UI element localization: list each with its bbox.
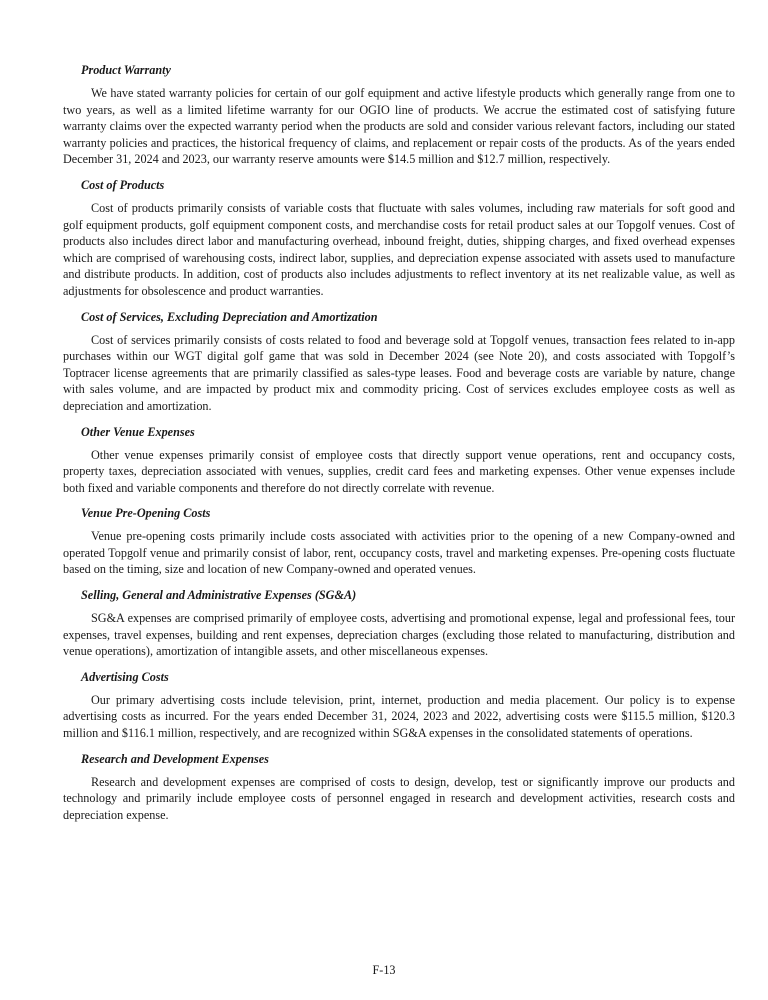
- section-paragraph: SG&A expenses are comprised primarily of employee costs, advertising and promotional expense, legal and professional fees, tour expenses, travel expenses, building and rent expenses, depreciation charges (excluding those related to manufacturing, distribution and venue operations), amortization of intangible assets, and other miscellaneous expenses.: [63, 611, 735, 659]
- section-heading: Selling, General and Administrative Expenses (SG&A): [81, 588, 357, 603]
- section-paragraph: Other venue expenses primarily consist of employee costs that directly support venue operations, rent and occupancy costs, property taxes, depreciation associated with venues, supplies, credit card fees and marketing expenses. Other venue expenses include both fixed and variable components and therefore do not directly correlate with revenue.: [63, 447, 735, 495]
- section-paragraph: Cost of products primarily consists of variable costs that fluctuate with sales volumes, including raw materials for soft good and golf equipment products, golf equipment component costs, and merchandise costs for retail product sales at our Topgolf venues. Cost of products also includes direct labor and manufacturing overhead, inbound freight, duties, shipping charges, and fixed overhead expenses which are comprised of warehousing costs, indirect labor, supplies, and depreciation expense associated with assets used to manufacture and distribute products. In addition, cost of products also includes adjustments to reflect inventory at its net realizable value, as well as adjustments for obsolescence and product warranties.: [63, 200, 735, 298]
- section-paragraph: Venue pre-opening costs primarily include costs associated with activities prior to the opening of a new Company-owned and operated Topgolf venue and primarily consist of labor, rent, occupancy costs, travel and marketing expenses. Pre-opening costs fluctuate based on the timing, size and location of new Company-owned and operated venues.: [63, 529, 735, 577]
- section-heading: Product Warranty: [81, 63, 171, 77]
- section-heading: Research and Development Expenses: [81, 751, 269, 766]
- section-venue-pre-opening-costs: [63, 505, 735, 578]
- section-paragraph: Cost of services primarily consists of costs related to food and beverage sold at Topgolf venues, transaction fees related to in-app purchases within our WGT digital golf game that was sold in December 2024 (see Note 20), and costs associated with Topgolf’s Toptracer license agreements that are primarily classified as sales-type leases. Food and beverage costs are variable by nature, change with sales volume, and are impacted by product mix and commodity pricing. Cost of services excludes employee costs as well as depreciation and amortization.: [63, 332, 735, 413]
- section-other-venue-expenses: [63, 424, 735, 497]
- section-cost-of-products: [63, 177, 735, 300]
- section-research-and-development: [63, 751, 735, 824]
- section-heading: Venue Pre-Opening Costs: [81, 506, 211, 521]
- section-cost-of-services: [63, 309, 735, 415]
- section-heading: Advertising Costs: [81, 669, 169, 684]
- section-paragraph: Our primary advertising costs include television, print, internet, production and media placement. Our policy is to expense advertising costs as incurred. For the years ended December 31, 2024, 2023 and 2022, advertising costs were $115.5 million, $120.3 million and $116.1 million, respectively, and are recognized within SG&A expenses in the consolidated statements of operations.: [63, 692, 735, 741]
- section-paragraph: Research and development expenses are comprised of costs to design, develop, test or significantly improve our products and technology and primarily include employee costs of personnel engaged in research and development activities, research costs and depreciation expense.: [63, 774, 735, 822]
- section-heading: Other Venue Expenses: [81, 424, 195, 439]
- document-page: [63, 62, 735, 832]
- section-paragraph: We have stated warranty policies for certain of our golf equipment and active lifestyle products which generally range from one to two years, as well as a limited lifetime warranty for our OGIO line of products. We accrue the estimated cost of satisfying future warranty claims over the expected warranty period when the products are sold and consider various relevant factors, including our stated warranty policies and practices, the historical frequency of claims, and replacement or repair costs of the products. As of the years ended December 31, 2024 and 2023, our warranty reserve amounts were $14.5 million and $12.7 million, respectively.: [63, 86, 735, 167]
- page-number: F-13: [372, 963, 396, 977]
- section-advertising-costs: [63, 669, 735, 742]
- section-heading: Cost of Products: [81, 177, 165, 192]
- section-product-warranty: [63, 62, 735, 168]
- section-sga-expenses: [63, 587, 735, 660]
- section-heading: Cost of Services, Excluding Depreciation and Amortization: [81, 309, 378, 324]
